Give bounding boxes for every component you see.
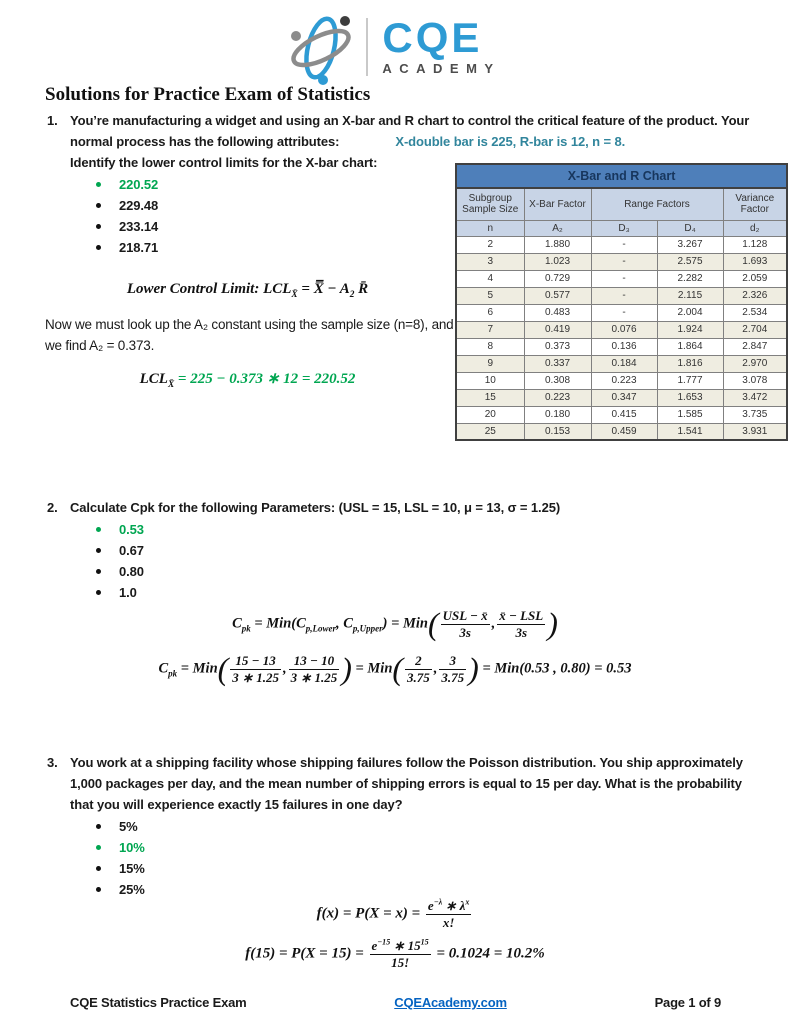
table-cell: - (591, 253, 657, 270)
page-footer (70, 995, 721, 1010)
atom-icon (290, 8, 352, 86)
table-cell: 0.347 (591, 389, 657, 406)
fraction: $\frac{\text{x̄ − LSL}}{3s}$ (499, 608, 544, 640)
table-row (456, 253, 787, 270)
answer-option (70, 879, 761, 900)
table-cell: - (591, 236, 657, 253)
table-cell: 3.931 (723, 423, 787, 440)
given-values-note: X-double bar is 225, R-bar is 12, n = 8. (395, 134, 626, 149)
table-cell: 2.059 (723, 270, 787, 287)
table-subheader-row (456, 220, 787, 236)
answer-option-label: 10% (119, 840, 145, 855)
cpk-calculation-formula: $C_{pk} = Min$( $\frac{15 - 13}{3 ∗ 1.25}$ , $\frac{13 - 10}{3 ∗ 1.25}$ ) = Min( $\frac{2}{3.75}$ , $\frac{3}{3.75}$ ) = Min(0.53 , 0.80) = 0.53 (158, 650, 632, 687)
table-title: X-Bar and R Chart (456, 164, 787, 188)
answer-option-label: 25% (119, 882, 145, 897)
table-cell: 10 (456, 372, 524, 389)
table-cell: 2.970 (723, 355, 787, 372)
table-cell: - (591, 270, 657, 287)
column-subheader: A₂ (524, 220, 591, 236)
table-cell: 3.267 (657, 236, 723, 253)
bullet-icon (96, 224, 101, 229)
table-row (456, 321, 787, 338)
bullet-icon (96, 548, 101, 553)
logo-academy-text: ACADEMY (382, 60, 501, 76)
lcl-definition-formula: Lower Control Limit: $LCL_{X̄}$ = X̿ − $A_2$ R̄ (126, 281, 369, 300)
answer-option-correct (70, 519, 761, 540)
fraction: $\frac{3}{3.75}$ (441, 653, 465, 685)
table-cell: 0.373 (524, 338, 591, 355)
table-cell: 0.136 (591, 338, 657, 355)
answer-options (70, 519, 761, 603)
table-cell: 2.847 (723, 338, 787, 355)
bullet-icon (96, 245, 101, 250)
table-row (456, 338, 787, 355)
table-row (456, 287, 787, 304)
bullet-icon (96, 866, 101, 871)
fraction: $\frac{e^{-\lambda} ∗ \lambda^x}{x!}$ (427, 897, 470, 930)
column-subheader: d₂ (723, 220, 787, 236)
bullet-icon (96, 590, 101, 595)
calculation-result: = 0.1024 = 10.2% (432, 945, 545, 962)
answer-option-label: 218.71 (119, 240, 159, 255)
table-title-row (456, 164, 787, 188)
table-cell: 2.282 (657, 270, 723, 287)
answer-option-correct (70, 837, 761, 858)
table-cell: 2.575 (657, 253, 723, 270)
table-cell: 1.585 (657, 406, 723, 423)
question-number: 1. (47, 113, 58, 128)
question-text: You work at a shipping facility whose shipping failures follow the Poisson distribution. You ship approximately 1,000 packages per day, and the mean number of shipping errors is equal to 15 per day. What is the probability that you will experience exactly 15 failures in one day? (70, 755, 743, 812)
table-cell: 2.534 (723, 304, 787, 321)
table-cell: - (591, 304, 657, 321)
column-header: Variance Factor (723, 188, 787, 220)
table-cell: 3 (456, 253, 524, 270)
fraction: $\frac{\text{USL − x̄}}{3s}$ (442, 608, 488, 640)
question-number: 3. (47, 755, 58, 770)
table-cell: 1.023 (524, 253, 591, 270)
table-cell: 0.729 (524, 270, 591, 287)
table-group-header-row (456, 188, 787, 220)
question-text-line2: normal process has the following attributes: X-double bar is 225, R-bar is 12, n = 8. (70, 134, 626, 149)
table-cell: 6 (456, 304, 524, 321)
answer-option-label: 5% (119, 819, 138, 834)
table-cell: 0.180 (524, 406, 591, 423)
column-header: Range Factors (591, 188, 723, 220)
page-number: Page 1 of 9 (654, 995, 721, 1010)
answer-option-label: 15% (119, 861, 145, 876)
answer-option (70, 816, 761, 837)
table-row (456, 304, 787, 321)
table-cell: 0.337 (524, 355, 591, 372)
question-prompt: Identify the lower control limits for the X-bar chart: (70, 155, 378, 170)
question-text: Calculate Cpk for the following Parameters: (USL = 15, LSL = 10, μ = 13, σ = 1.25) (70, 500, 561, 515)
bullet-icon (96, 824, 101, 829)
answer-option (70, 540, 761, 561)
table-row (456, 355, 787, 372)
table-cell: 1.541 (657, 423, 723, 440)
table-cell: 3.078 (723, 372, 787, 389)
table-cell: 9 (456, 355, 524, 372)
answer-option-label: 220.52 (119, 177, 159, 192)
bullet-icon (96, 527, 101, 532)
bullet-icon (96, 203, 101, 208)
fraction: $\frac{15 - 13}{3 ∗ 1.25}$ (232, 653, 279, 685)
table-row (456, 406, 787, 423)
answer-option-label: 233.14 (119, 219, 159, 234)
logo-divider (366, 18, 368, 76)
logo-cqe-text: CQE (382, 14, 483, 62)
column-subheader: n (456, 220, 524, 236)
column-header: X-Bar Factor (524, 188, 591, 220)
table-cell: 2.004 (657, 304, 723, 321)
cqe-academy-logo (0, 8, 791, 86)
table-cell: 1.128 (723, 236, 787, 253)
table-cell: 7 (456, 321, 524, 338)
table-cell: 1.816 (657, 355, 723, 372)
table-row (456, 423, 787, 440)
answer-option (70, 582, 761, 603)
answer-option (70, 858, 761, 879)
question-number: 2. (47, 500, 58, 515)
bullet-icon (96, 569, 101, 574)
table-cell: 2.326 (723, 287, 787, 304)
table-cell: 1.864 (657, 338, 723, 355)
table-cell: 0.483 (524, 304, 591, 321)
table-row (456, 236, 787, 253)
footer-website-link[interactable]: CQEAcademy.com (394, 995, 507, 1010)
table-cell: 1.880 (524, 236, 591, 253)
bullet-icon (96, 182, 101, 187)
answer-option-label: 0.53 (119, 522, 144, 537)
table-cell: 1.653 (657, 389, 723, 406)
answer-option-label: 1.0 (119, 585, 137, 600)
table-cell: 0.415 (591, 406, 657, 423)
factor-table (455, 163, 788, 441)
question-3 (45, 752, 761, 900)
table-row (456, 389, 787, 406)
footer-exam-title: CQE Statistics Practice Exam (70, 995, 247, 1010)
explanation-text: Now we must look up the A₂ constant using the sample size (n=8), and we find A₂ = 0.373. (45, 317, 454, 353)
table-cell: 8 (456, 338, 524, 355)
fraction: $\frac{13 - 10}{3 ∗ 1.25}$ (290, 653, 338, 685)
table-cell: 0.153 (524, 423, 591, 440)
table-cell: 0.308 (524, 372, 591, 389)
table-cell: 25 (456, 423, 524, 440)
answer-option-label: 0.67 (119, 543, 144, 558)
fraction: $\frac{2}{3.75}$ (407, 653, 430, 685)
poisson-definition-formula: f(x) = P(X = x) = $\frac{e^{-\lambda} ∗ \lambda^x}{x!}$ (316, 897, 470, 930)
table-cell: 2.704 (723, 321, 787, 338)
table-cell: 2 (456, 236, 524, 253)
answer-option-label: 229.48 (119, 198, 159, 213)
question-text-line1: You’re manufacturing a widget and using an X-bar and R chart to control the critical feature of the product. Your (70, 113, 750, 128)
table-cell: 0.419 (524, 321, 591, 338)
table-cell: 1.777 (657, 372, 723, 389)
calculation-result: 0.53 (606, 660, 632, 677)
answer-option-label: 0.80 (119, 564, 144, 579)
bullet-icon (96, 845, 101, 850)
table-cell: 3.735 (723, 406, 787, 423)
table-cell: 1.924 (657, 321, 723, 338)
answer-option (70, 561, 761, 582)
table-cell: 0.184 (591, 355, 657, 372)
table-cell: 5 (456, 287, 524, 304)
table-row (456, 270, 787, 287)
fraction: $\frac{e^{-15} ∗ 15^{15}}{15!}$ (371, 937, 429, 970)
table-cell: 0.459 (591, 423, 657, 440)
table-row (456, 372, 787, 389)
question-2 (45, 497, 761, 603)
table-cell: 0.577 (524, 287, 591, 304)
calculation-result: = 225 − 0.373 ∗ 12 = 220.52 (174, 371, 356, 387)
lcl-calculation-formula: $LCL_{X̄} = 225 - 0.373$ ∗ 12 = 220.52 (139, 371, 356, 390)
table-cell: 4 (456, 270, 524, 287)
table-cell: 15 (456, 389, 524, 406)
table-cell: 2.115 (657, 287, 723, 304)
column-subheader: D₃ (591, 220, 657, 236)
logo-text (382, 14, 501, 76)
page-title: Solutions for Practice Exam of Statistics (45, 84, 371, 105)
column-subheader: D₄ (657, 220, 723, 236)
column-header: Subgroup Sample Size (456, 188, 524, 220)
poisson-calculation-formula: f(15) = P(X = 15) = $\frac{e^{-15} ∗ 15^{15}}{15!}$ = 0.1024 = 10.2% (245, 937, 545, 970)
bullet-icon (96, 887, 101, 892)
table-cell: 0.223 (524, 389, 591, 406)
table-cell: 3.472 (723, 389, 787, 406)
table-cell: 1.693 (723, 253, 787, 270)
table-cell: 0.223 (591, 372, 657, 389)
table-cell: - (591, 287, 657, 304)
table-cell: 0.076 (591, 321, 657, 338)
answer-options (70, 816, 761, 900)
cpk-definition-formula: $C_{pk} = Min(C_{p,Lower}$, $C_{p,Upper}) = Min$( $\frac{\text{USL − x̄}}{3s}$ , $\frac{\text{x̄ − LSL}}{3s}$ ) (232, 605, 558, 642)
table-cell: 20 (456, 406, 524, 423)
